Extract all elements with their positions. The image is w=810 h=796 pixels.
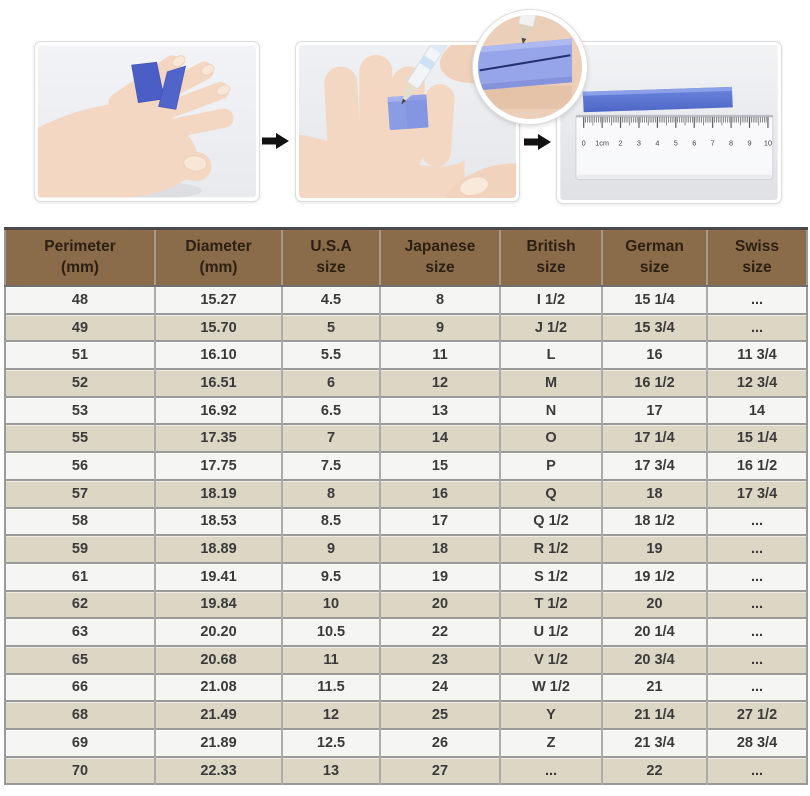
table-cell: 21.08 — [155, 674, 282, 702]
table-cell: 6 — [282, 369, 380, 397]
table-cell: 15 — [380, 452, 500, 480]
table-cell: L — [500, 341, 602, 369]
table-cell: 17 3/4 — [602, 452, 707, 480]
measurement-steps — [0, 0, 810, 227]
table-cell: 4.5 — [282, 286, 380, 314]
table-cell: 18 — [380, 535, 500, 563]
table-cell: 66 — [5, 674, 155, 702]
table-cell: 12 3/4 — [707, 369, 807, 397]
table-cell: 17 1/4 — [602, 424, 707, 452]
table-row — [5, 314, 807, 342]
table-cell: 16 — [602, 341, 707, 369]
table-cell: 28 3/4 — [707, 729, 807, 757]
table-cell: 58 — [5, 508, 155, 536]
table-cell: 20.20 — [155, 618, 282, 646]
table-cell: Y — [500, 701, 602, 729]
table-cell: 5.5 — [282, 341, 380, 369]
table-row — [5, 397, 807, 425]
table-cell: R 1/2 — [500, 535, 602, 563]
table-cell: 20 1/4 — [602, 618, 707, 646]
table-cell: T 1/2 — [500, 591, 602, 619]
table-cell: 18.89 — [155, 535, 282, 563]
table-row — [5, 674, 807, 702]
column-header: U.S.A size — [282, 229, 380, 287]
table-cell: 11 — [380, 341, 500, 369]
ring-size-table — [4, 227, 808, 785]
table-row — [5, 563, 807, 591]
table-row — [5, 618, 807, 646]
magnifier-inset — [473, 10, 587, 124]
svg-text:9: 9 — [747, 138, 752, 148]
column-header: Diameter (mm) — [155, 229, 282, 287]
table-row — [5, 452, 807, 480]
table-cell: S 1/2 — [500, 563, 602, 591]
table-cell: N — [500, 397, 602, 425]
table-cell: 56 — [5, 452, 155, 480]
table-cell: 18.53 — [155, 508, 282, 536]
svg-text:2: 2 — [618, 138, 623, 148]
svg-text:4: 4 — [655, 138, 660, 148]
table-cell: 57 — [5, 480, 155, 508]
table-cell: 16.10 — [155, 341, 282, 369]
svg-text:0: 0 — [581, 138, 586, 148]
step3-photo — [556, 41, 782, 204]
table-cell: 12 — [282, 701, 380, 729]
table-cell: 21.49 — [155, 701, 282, 729]
table-cell: 8.5 — [282, 508, 380, 536]
table-cell: 53 — [5, 397, 155, 425]
svg-text:7: 7 — [710, 138, 715, 148]
table-cell: ... — [707, 286, 807, 314]
table-cell: 68 — [5, 701, 155, 729]
svg-text:3: 3 — [636, 138, 642, 148]
table-cell: 55 — [5, 424, 155, 452]
table-cell: 15.70 — [155, 314, 282, 342]
table-cell: 17 — [380, 508, 500, 536]
table-cell: 13 — [282, 757, 380, 785]
table-cell: 14 — [707, 397, 807, 425]
table-cell: P — [500, 452, 602, 480]
table-cell: 61 — [5, 563, 155, 591]
table-cell: 16 1/2 — [707, 452, 807, 480]
table-cell: ... — [500, 757, 602, 785]
header-row — [5, 229, 807, 287]
hand-with-paper-strips-illustration — [38, 45, 256, 198]
table-cell: 19 — [602, 535, 707, 563]
table-cell: W 1/2 — [500, 674, 602, 702]
step1-photo — [34, 41, 260, 202]
table-cell: 65 — [5, 646, 155, 674]
table-cell: 14 — [380, 424, 500, 452]
table-cell: 26 — [380, 729, 500, 757]
table-cell: 21.89 — [155, 729, 282, 757]
ruler-measurement-illustration — [560, 45, 778, 200]
table-cell: 18 1/2 — [602, 508, 707, 536]
table-cell: 6.5 — [282, 397, 380, 425]
table-cell: 27 — [380, 757, 500, 785]
table-cell: Q — [500, 480, 602, 508]
table-cell: V 1/2 — [500, 646, 602, 674]
table-row — [5, 535, 807, 563]
table-cell: ... — [707, 563, 807, 591]
table-row — [5, 424, 807, 452]
table-cell: J 1/2 — [500, 314, 602, 342]
table-cell: 8 — [380, 286, 500, 314]
table-cell: ... — [707, 757, 807, 785]
table-cell: 9 — [282, 535, 380, 563]
table-cell: 13 — [380, 397, 500, 425]
table-cell: 16 — [380, 480, 500, 508]
table-cell: 12 — [380, 369, 500, 397]
table-cell: M — [500, 369, 602, 397]
table-cell: 21 1/4 — [602, 701, 707, 729]
table-cell: 25 — [380, 701, 500, 729]
table-cell: Z — [500, 729, 602, 757]
table-row — [5, 591, 807, 619]
table-cell: ... — [707, 314, 807, 342]
table-cell: ... — [707, 674, 807, 702]
table-cell: 20 — [380, 591, 500, 619]
table-cell: 20.68 — [155, 646, 282, 674]
table-cell: 15 1/4 — [602, 286, 707, 314]
svg-text:10: 10 — [763, 138, 773, 148]
table-cell: 9 — [380, 314, 500, 342]
column-header: German size — [602, 229, 707, 287]
table-header — [5, 229, 807, 287]
column-header: Perimeter (mm) — [5, 229, 155, 287]
table-cell: 18 — [602, 480, 707, 508]
table-row — [5, 369, 807, 397]
table-cell: 62 — [5, 591, 155, 619]
table-cell: 15 3/4 — [602, 314, 707, 342]
column-header: Japanese size — [380, 229, 500, 287]
column-header: Swiss size — [707, 229, 807, 287]
table-row — [5, 341, 807, 369]
table-cell: 20 3/4 — [602, 646, 707, 674]
table-cell: 70 — [5, 757, 155, 785]
table-cell: ... — [707, 508, 807, 536]
table-row — [5, 508, 807, 536]
table-cell: I 1/2 — [500, 286, 602, 314]
table-cell: 21 — [602, 674, 707, 702]
table-cell: 11.5 — [282, 674, 380, 702]
table-cell: 19.41 — [155, 563, 282, 591]
table-row — [5, 701, 807, 729]
table-cell: 24 — [380, 674, 500, 702]
table-row — [5, 646, 807, 674]
table-cell: 23 — [380, 646, 500, 674]
table-row — [5, 480, 807, 508]
table-cell: 10.5 — [282, 618, 380, 646]
svg-text:8: 8 — [729, 138, 734, 148]
table-cell: 17.75 — [155, 452, 282, 480]
table-cell: ... — [707, 646, 807, 674]
table-cell: 17.35 — [155, 424, 282, 452]
table-cell: 59 — [5, 535, 155, 563]
table-cell: 52 — [5, 369, 155, 397]
table-cell: 21 3/4 — [602, 729, 707, 757]
ruler — [576, 115, 773, 179]
table-cell: U 1/2 — [500, 618, 602, 646]
table-cell: 17 3/4 — [707, 480, 807, 508]
table-cell: 15.27 — [155, 286, 282, 314]
table-row — [5, 286, 807, 314]
table-cell: O — [500, 424, 602, 452]
table-cell: 16 1/2 — [602, 369, 707, 397]
table-cell: 19 — [380, 563, 500, 591]
table-cell: 12.5 — [282, 729, 380, 757]
table-cell: 63 — [5, 618, 155, 646]
table-cell: 16.92 — [155, 397, 282, 425]
column-header: British size — [500, 229, 602, 287]
table-cell: ... — [707, 618, 807, 646]
table-cell: Q 1/2 — [500, 508, 602, 536]
table-cell: 51 — [5, 341, 155, 369]
table-cell: 22 — [380, 618, 500, 646]
svg-text:6: 6 — [692, 138, 697, 148]
table-cell: ... — [707, 591, 807, 619]
table-cell: 27 1/2 — [707, 701, 807, 729]
finger-band — [387, 94, 428, 130]
table-cell: 8 — [282, 480, 380, 508]
table-cell: 20 — [602, 591, 707, 619]
magnified-band-illustration — [478, 15, 572, 109]
table-cell: 48 — [5, 286, 155, 314]
table-cell: 5 — [282, 314, 380, 342]
table-cell: ... — [707, 535, 807, 563]
arrow-right-icon — [524, 133, 552, 151]
table-cell: 10 — [282, 591, 380, 619]
table-cell: 9.5 — [282, 563, 380, 591]
table-cell: 69 — [5, 729, 155, 757]
table-cell: 19 1/2 — [602, 563, 707, 591]
table-cell: 16.51 — [155, 369, 282, 397]
arrow-right-icon — [262, 132, 290, 150]
table-body — [5, 286, 807, 784]
table-row — [5, 729, 807, 757]
table-cell: 15 1/4 — [707, 424, 807, 452]
table-cell: 22.33 — [155, 757, 282, 785]
table-row — [5, 757, 807, 785]
table-cell: 17 — [602, 397, 707, 425]
table-cell: 7.5 — [282, 452, 380, 480]
table-cell: 22 — [602, 757, 707, 785]
table-cell: 49 — [5, 314, 155, 342]
svg-text:5: 5 — [673, 138, 678, 148]
table-cell: 18.19 — [155, 480, 282, 508]
table-cell: 11 — [282, 646, 380, 674]
table-cell: 7 — [282, 424, 380, 452]
svg-text:1cm: 1cm — [595, 138, 610, 148]
table-cell: 11 3/4 — [707, 341, 807, 369]
table-cell: 19.84 — [155, 591, 282, 619]
